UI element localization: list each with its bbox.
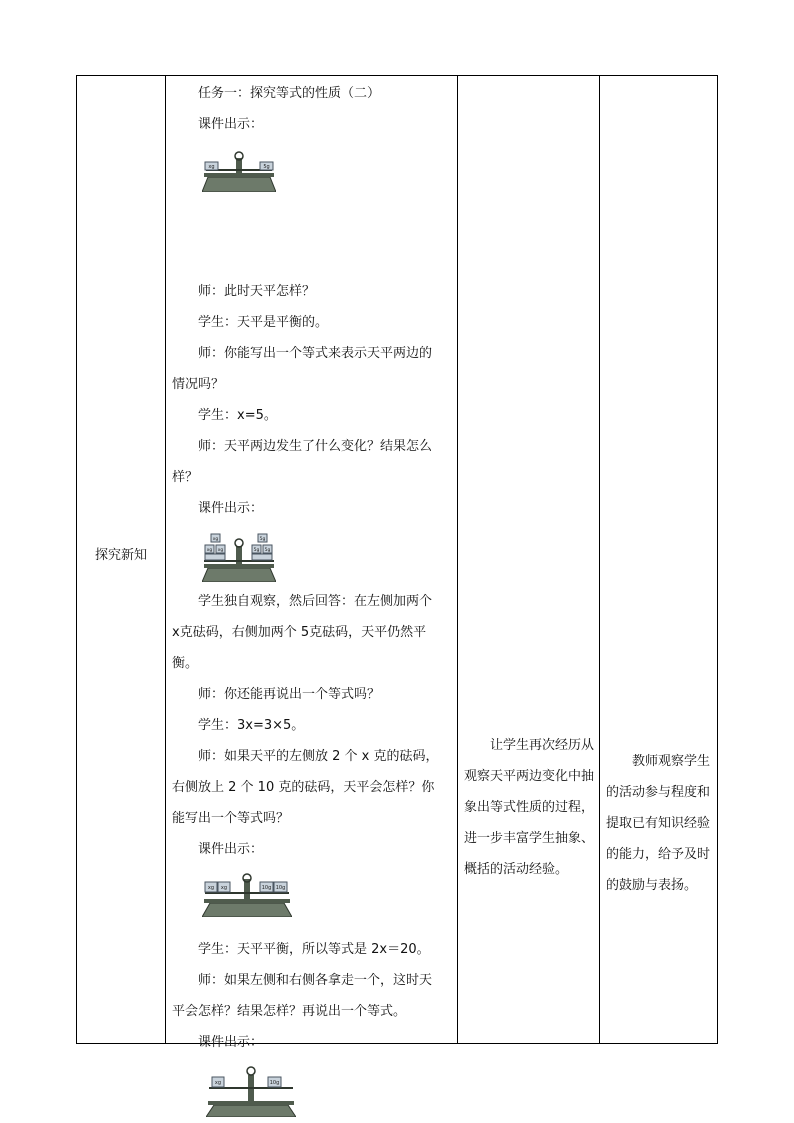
column-divider [599, 76, 600, 1043]
weight-label: xg [206, 548, 213, 553]
dialogue-line: 情况吗？ [172, 377, 225, 392]
weight-label: 10g [261, 885, 272, 891]
dialogue-line: 能写出一个等式吗？ [172, 811, 290, 826]
balance-scale-image [202, 146, 276, 192]
courseware-label: 课件出示： [198, 501, 264, 516]
balance-scale-image [206, 1061, 296, 1117]
weight-label: 5g [263, 164, 270, 170]
weight-label: 10g [269, 1080, 280, 1086]
courseware-label: 课件出示： [198, 1035, 264, 1050]
balance-scale-image [202, 873, 292, 917]
dialogue-line: 衡。 [172, 656, 199, 671]
task-title: 任务一：探究等式的性质（二） [198, 86, 381, 101]
dialogue-line: 样？ [172, 470, 199, 485]
lesson-table [76, 75, 718, 1086]
dialogue-line: 学生：天平是平衡的。 [198, 315, 329, 330]
design-intent: 让学生再次经历从观察天平两边变化中抽象出等式性质的过程，进一步丰富学生抽象、概括的活动经验。 [464, 738, 595, 877]
dialogue-line: 师：此时天平怎样？ [198, 284, 316, 299]
courseware-label: 课件出示： [198, 842, 264, 857]
balance-scale-image [202, 528, 276, 582]
dialogue-line: 学生独自观察，然后回答：在左侧加两个 [198, 594, 433, 609]
dialogue-line: 学生：x=5。 [198, 408, 277, 423]
column-divider [165, 76, 166, 1043]
dialogue-line: x克砝码，右侧加两个 5克砝码，天平仍然平 [172, 625, 427, 640]
dialogue-line: 学生：3x=3×5。 [198, 718, 305, 733]
dialogue-line: 师：如果左侧和右侧各拿走一个，这时天 [198, 973, 433, 988]
weight-label: 5g [253, 548, 260, 553]
weight-label: xg [220, 885, 228, 891]
dialogue-line: 师：你能写出一个等式来表示天平两边的 [198, 346, 433, 361]
column-divider [457, 76, 458, 1043]
row-label: 探究新知 [94, 548, 147, 563]
dialogue-line: 师：如果天平的左侧放 2 个 x 克的砝码， [198, 749, 439, 764]
weight-label: 5g [259, 537, 266, 542]
dialogue-line: 师：天平两边发生了什么变化？结果怎么 [198, 439, 433, 454]
dialogue-line: 学生：天平平衡，所以等式是 2x＝20。 [198, 942, 430, 957]
weight-label: xg [212, 537, 219, 542]
weight-label: xg [217, 548, 224, 553]
weight-label: 5g [264, 548, 271, 553]
weight-label: xg [207, 885, 215, 891]
courseware-label: 课件出示： [198, 117, 264, 132]
dialogue-line: 师：你还能再说出一个等式吗？ [198, 687, 381, 702]
dialogue-line: 右侧放上 2 个 10 克的砝码，天平会怎样？你 [172, 780, 435, 795]
evaluation-note: 教师观察学生的活动参与程度和提取已有知识经验的能力，给予及时的鼓励与表扬。 [606, 754, 711, 893]
weight-label: xg [214, 1080, 222, 1086]
dialogue-line: 平会怎样？结果怎样？再说出一个等式。 [172, 1004, 407, 1019]
weight-label: 10g [275, 885, 286, 891]
weight-label: xg [208, 164, 215, 170]
